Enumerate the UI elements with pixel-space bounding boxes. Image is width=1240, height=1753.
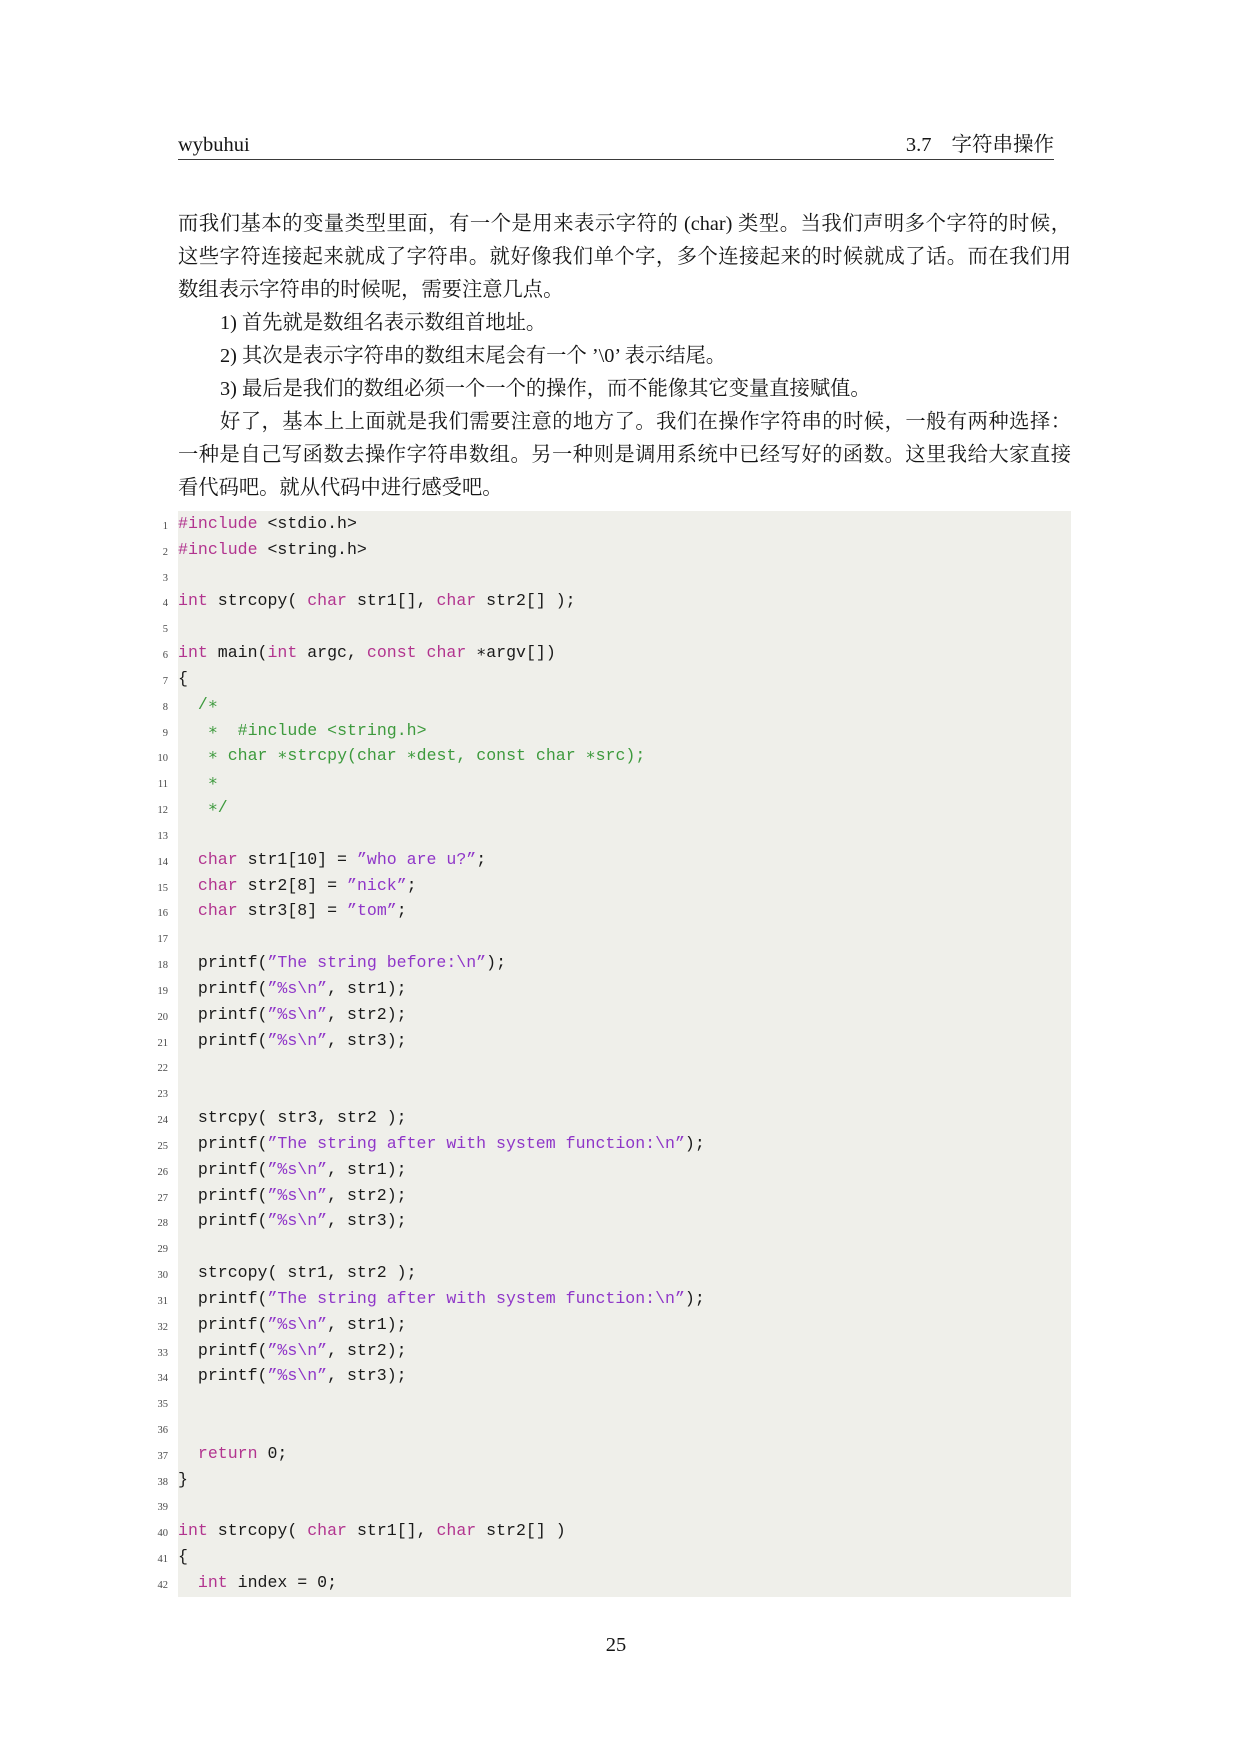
code-keyword: int — [178, 643, 208, 663]
code-text — [178, 850, 198, 869]
code-line — [162, 614, 1071, 640]
line-number: 18 — [157, 960, 168, 972]
code-comment: ∗ — [207, 772, 218, 792]
code-string: ”%s\n” — [267, 1340, 328, 1360]
code-line — [157, 1467, 1071, 1493]
code-text — [178, 901, 198, 920]
code-line — [157, 950, 1071, 976]
list-item-text: 2) 其次是表示字符串的数组末尾会有一个 ’\0’ 表示结尾。 — [220, 345, 727, 367]
code-line — [157, 1338, 1071, 1364]
code-text: strcpy( str3, str2 ); — [178, 1108, 407, 1128]
code-text — [178, 772, 208, 791]
line-number: 30 — [157, 1270, 168, 1282]
line-number: 11 — [157, 779, 168, 791]
code-keyword: char — [436, 591, 477, 611]
line-number: 38 — [157, 1476, 168, 1488]
line-number: 37 — [157, 1450, 168, 1462]
code-string: ”%s\n” — [267, 1004, 328, 1024]
paragraph — [178, 406, 1071, 505]
code-text: ; — [406, 875, 417, 895]
code-keyword: char — [307, 591, 347, 611]
code-line — [157, 873, 1071, 899]
code-line — [162, 537, 1071, 563]
code-line — [157, 1544, 1071, 1570]
paragraph-line: 数组表示字符串的时候呢，需要注意几点。 — [178, 279, 564, 301]
code-keyword: const — [366, 643, 417, 663]
code-comment: ∗/ — [207, 798, 228, 818]
code-text: , str3); — [327, 1211, 407, 1231]
line-number: 14 — [157, 856, 168, 868]
code-keyword: char — [436, 1521, 477, 1541]
code-text — [178, 746, 208, 765]
code-text: ); — [486, 953, 507, 973]
code-text: strcopy( str1, str2 ); — [178, 1263, 417, 1283]
code-string: ”tom” — [347, 901, 397, 921]
line-number: 27 — [157, 1192, 168, 1204]
code-line — [157, 847, 1071, 873]
code-text — [178, 695, 198, 714]
line-number: 7 — [162, 675, 168, 687]
line-number: 23 — [157, 1089, 168, 1101]
code-text — [178, 798, 208, 817]
line-number: 31 — [157, 1295, 168, 1307]
line-number: 39 — [157, 1502, 168, 1514]
line-number: 16 — [157, 908, 168, 920]
line-number: 36 — [157, 1424, 168, 1436]
line-number: 35 — [157, 1399, 168, 1411]
code-string: ”The string after with system function:\n” — [267, 1133, 685, 1153]
code-line — [157, 795, 1071, 821]
page-number: 25 — [605, 1634, 627, 1656]
code-text: , str2); — [327, 1185, 407, 1205]
code-line — [157, 1105, 1071, 1131]
code-keyword: int — [267, 643, 298, 663]
code-line — [157, 1183, 1071, 1209]
code-line — [157, 743, 1071, 769]
code-keyword: int — [178, 1521, 208, 1541]
line-number: 12 — [157, 805, 168, 817]
code-text: , str3); — [327, 1030, 407, 1050]
code-text: str1[], — [347, 591, 437, 611]
code-keyword: #include — [178, 539, 258, 559]
paragraph-line: 而我们基本的变量类型里面，有一个是用来表示字符的 (char) 类型。当我们声明多个字符的时候， — [178, 213, 1071, 235]
code-line — [157, 821, 1071, 847]
code-keyword: char — [426, 643, 467, 663]
code-text — [178, 1573, 198, 1592]
code-line — [157, 1415, 1071, 1441]
code-text: printf( — [178, 953, 268, 973]
code-line — [157, 1441, 1071, 1467]
code-keyword: char — [197, 875, 238, 895]
code-text — [417, 643, 427, 662]
code-text: printf( — [178, 1340, 268, 1360]
line-number: 10 — [157, 753, 168, 765]
code-listing — [157, 511, 1071, 1597]
paragraph — [178, 208, 1071, 307]
code-line — [157, 924, 1071, 950]
code-text: ); — [684, 1133, 705, 1153]
code-text: printf( — [178, 1133, 268, 1153]
line-number: 21 — [157, 1037, 168, 1049]
code-text: str2[] ); — [476, 591, 576, 611]
code-line — [157, 1260, 1071, 1286]
code-text: printf( — [178, 1314, 268, 1334]
line-number: 2 — [162, 546, 168, 558]
line-number: 4 — [162, 598, 168, 610]
code-string: ”%s\n” — [267, 1030, 328, 1050]
code-line — [157, 1131, 1071, 1157]
line-number: 20 — [157, 1011, 168, 1023]
code-line — [162, 666, 1071, 692]
code-text: , str2); — [327, 1004, 407, 1024]
code-line — [157, 1312, 1071, 1338]
code-string: ”The string before:\n” — [267, 953, 487, 973]
line-number: 29 — [157, 1244, 168, 1256]
code-line — [157, 1208, 1071, 1234]
list-item — [178, 373, 1071, 406]
code-text: argc, — [297, 643, 367, 663]
code-text: { — [178, 1547, 188, 1567]
line-number: 1 — [162, 521, 168, 532]
code-text: printf( — [178, 1211, 268, 1231]
code-line — [157, 1492, 1071, 1518]
code-string: ”%s\n” — [267, 1314, 328, 1334]
line-number: 6 — [162, 650, 168, 662]
code-text: str1[10] = — [237, 849, 357, 869]
code-string: ”who are u?” — [356, 849, 477, 869]
line-number: 13 — [157, 830, 168, 842]
code-keyword: #include — [178, 514, 258, 533]
code-line — [157, 1363, 1071, 1389]
line-number: 40 — [157, 1528, 168, 1540]
code-line — [157, 1570, 1071, 1596]
code-text: strcopy( — [207, 1521, 308, 1541]
line-number: 34 — [157, 1373, 168, 1385]
code-text: , str1); — [327, 978, 407, 998]
code-line — [157, 1053, 1071, 1079]
code-line — [157, 898, 1071, 924]
code-line — [157, 1518, 1071, 1544]
line-number: 9 — [162, 727, 168, 739]
code-text: 0; — [257, 1443, 288, 1463]
code-text: , str1); — [327, 1314, 407, 1334]
list-item-text: 3) 最后是我们的数组必须一个一个的操作，而不能像其它变量直接赋值。 — [220, 378, 871, 400]
code-text: ∗argv[]) — [466, 643, 556, 663]
code-line — [157, 1389, 1071, 1415]
code-string: ”%s\n” — [267, 1366, 328, 1386]
code-line — [157, 976, 1071, 1002]
code-line — [162, 692, 1071, 718]
code-text: { — [178, 668, 188, 688]
line-number: 19 — [157, 985, 168, 997]
line-number: 22 — [157, 1063, 168, 1075]
code-text: printf( — [178, 1288, 268, 1308]
code-text: } — [178, 1469, 188, 1489]
line-number: 42 — [157, 1579, 168, 1591]
code-text: printf( — [178, 1030, 268, 1050]
line-number: 32 — [157, 1321, 168, 1333]
code-line — [162, 588, 1071, 614]
code-string: ”nick” — [347, 875, 407, 895]
code-text: strcopy( — [207, 591, 308, 611]
line-number: 41 — [157, 1554, 168, 1566]
code-line — [157, 1028, 1071, 1054]
code-text: printf( — [178, 1366, 268, 1386]
line-number: 26 — [157, 1166, 168, 1178]
header-section — [906, 131, 1054, 159]
code-text: main( — [207, 643, 268, 663]
code-string: ”%s\n” — [267, 1185, 328, 1205]
code-line — [157, 1002, 1071, 1028]
code-text: ; — [396, 901, 407, 921]
code-line — [157, 1234, 1071, 1260]
code-text: , str2); — [327, 1340, 407, 1360]
code-line — [157, 1079, 1071, 1105]
line-number: 8 — [162, 701, 168, 713]
code-text: printf( — [178, 1185, 268, 1205]
line-number: 24 — [157, 1115, 168, 1127]
code-line — [162, 640, 1071, 666]
header-title: wybuhui — [178, 134, 250, 156]
code-string: ”%s\n” — [267, 1159, 328, 1179]
body-text — [178, 208, 1071, 505]
code-string: ”The string after with system function:\n” — [267, 1288, 685, 1308]
code-string: ”%s\n” — [267, 1211, 328, 1231]
header-section-title: 字符串操作 — [951, 134, 1054, 156]
code-text — [178, 721, 208, 740]
code-comment: ∗ char ∗strcpy(char ∗dest, const char ∗src); — [207, 746, 646, 766]
line-number: 5 — [162, 624, 168, 636]
code-keyword: char — [197, 849, 238, 869]
line-number: 3 — [162, 572, 168, 584]
code-line — [157, 1286, 1071, 1312]
line-number: 28 — [157, 1218, 168, 1230]
line-number: 15 — [157, 882, 168, 894]
list-item-text: 1) 首先就是数组名表示数组首地址。 — [220, 312, 547, 334]
code-keyword: int — [197, 1572, 228, 1592]
paragraph-line: 一种是自己写函数去操作字符串数组。另一种则是调用系统中已经写好的函数。这里我给大家直接 — [178, 444, 1071, 466]
code-text: ); — [684, 1288, 705, 1308]
paragraph-line: 好了，基本上上面就是我们需要注意的地方了。我们在操作字符串的时候，一般有两种选择： — [220, 411, 1071, 433]
code-comment: ∗ #include <string.h> — [207, 720, 427, 740]
line-number: 33 — [157, 1347, 168, 1359]
code-text — [178, 1444, 198, 1463]
list-item — [178, 340, 1071, 373]
code-text: <stdio.h> — [257, 514, 357, 533]
code-text: index = 0; — [227, 1572, 338, 1592]
code-text: str1[], — [347, 1521, 437, 1541]
code-text: printf( — [178, 978, 268, 998]
line-number: 25 — [157, 1140, 168, 1152]
code-text — [178, 876, 198, 895]
paragraph-line: 看代码吧。就从代码中进行感受吧。 — [178, 477, 503, 499]
code-line — [162, 511, 1071, 537]
code-line — [162, 563, 1071, 589]
code-line — [157, 1157, 1071, 1183]
code-keyword: int — [178, 591, 208, 611]
header-section-number: 3.7 — [905, 134, 932, 156]
code-keyword: return — [197, 1443, 258, 1463]
code-text: str3[8] = — [237, 901, 347, 921]
code-keyword: char — [197, 901, 238, 921]
code-line — [157, 769, 1071, 795]
paragraph-line: 这些字符连接起来就成了字符串。就好像我们单个字，多个连接起来的时候就成了话。而在我们用 — [178, 246, 1071, 268]
list-item — [178, 307, 1071, 340]
code-text: str2[] ) — [476, 1521, 566, 1541]
code-keyword: char — [307, 1521, 347, 1541]
line-number: 17 — [157, 934, 168, 946]
code-text: <string.h> — [257, 539, 367, 559]
code-text: printf( — [178, 1004, 268, 1024]
running-header — [178, 131, 1054, 160]
code-line — [162, 718, 1071, 744]
code-text: , str1); — [327, 1159, 407, 1179]
code-text: ; — [476, 849, 487, 869]
code-text: str2[8] = — [237, 875, 347, 895]
code-string: ”%s\n” — [267, 978, 328, 998]
code-text: , str3); — [327, 1366, 407, 1386]
code-text: printf( — [178, 1159, 268, 1179]
code-comment: /∗ — [197, 694, 218, 714]
